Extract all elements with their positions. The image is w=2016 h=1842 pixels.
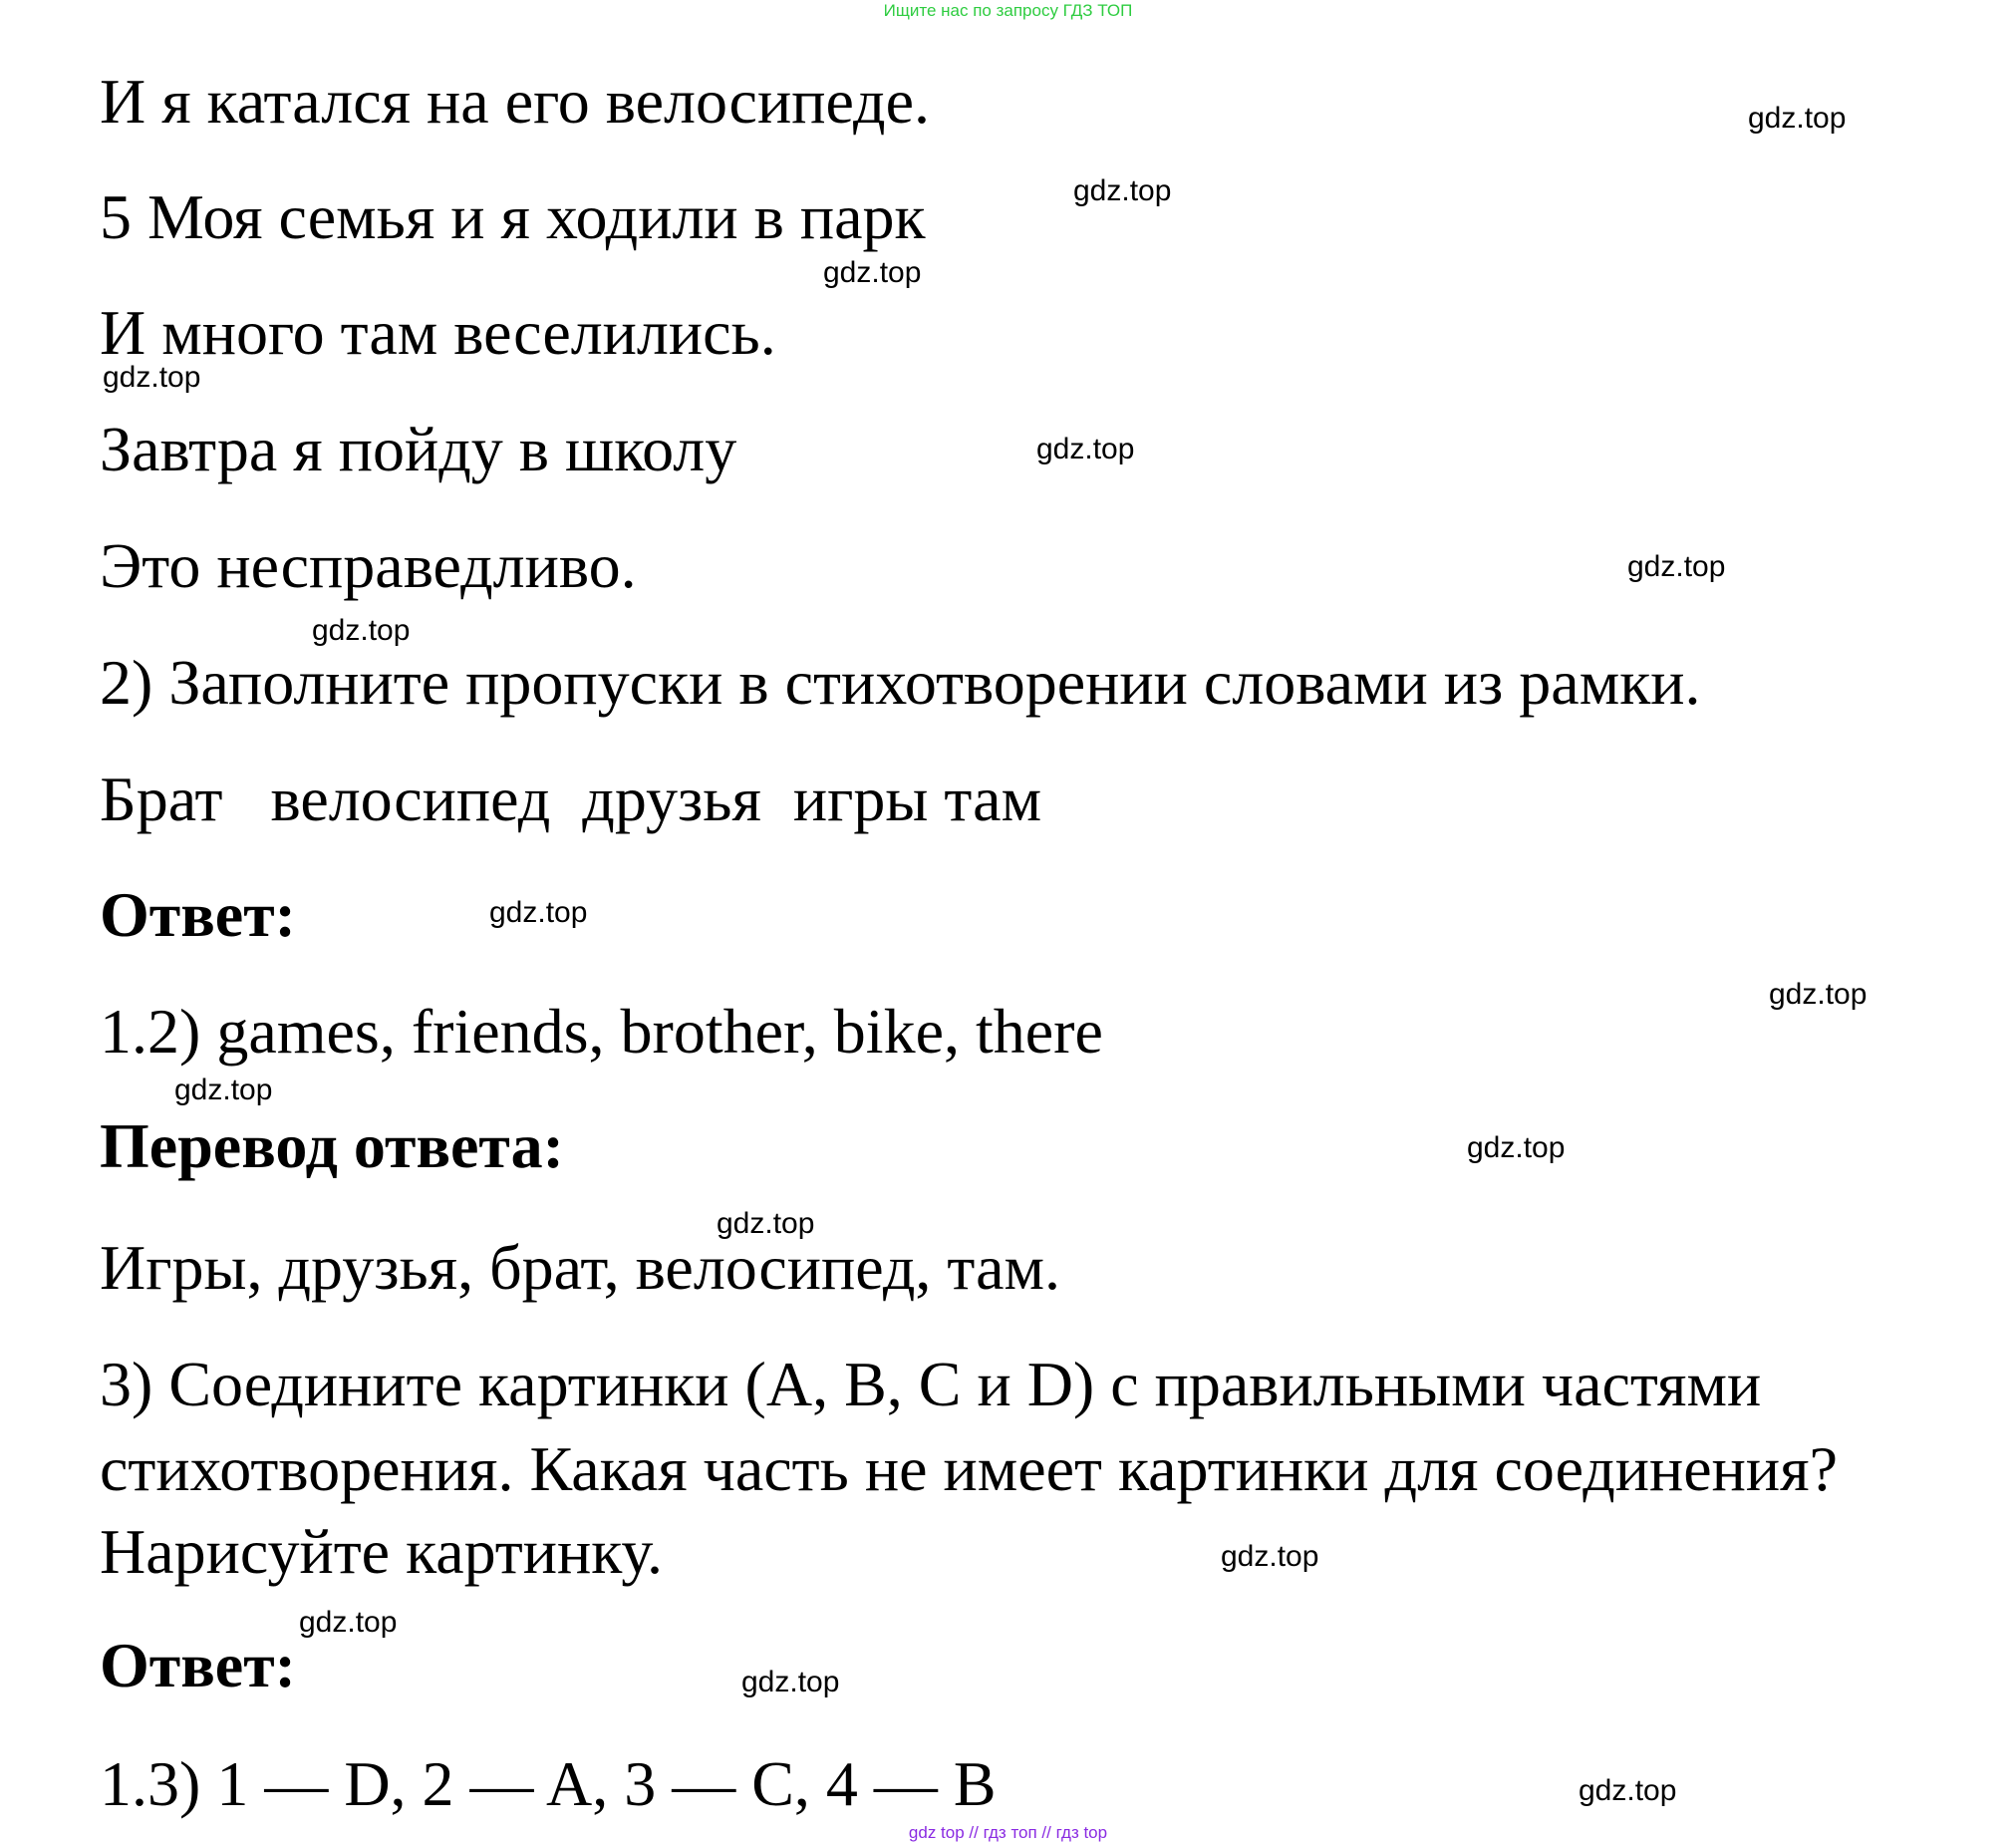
text-line: И я катался на его велосипеде. (100, 66, 930, 137)
watermark: gdz.top (1036, 433, 1135, 465)
watermark: gdz.top (1769, 978, 1868, 1011)
watermark: gdz.top (1627, 550, 1726, 583)
watermark: gdz.top (174, 1074, 273, 1106)
watermark: gdz.top (489, 896, 588, 929)
watermark: gdz.top (103, 361, 201, 394)
watermark: gdz.top (717, 1207, 815, 1240)
translation-text: Игры, друзья, брат, велосипед, там. (100, 1232, 1061, 1303)
task-3-heading-line-1: 3) Соедините картинки (A, B, C и D) с правильными частями (100, 1349, 1762, 1419)
answer-text: 1.2) games, friends, brother, bike, there (100, 996, 1103, 1067)
text-line: И много там веселились. (100, 297, 776, 368)
footer-watermark: gdz top // гдз топ // гдз top (908, 1823, 1108, 1842)
watermark: gdz.top (1467, 1131, 1566, 1164)
answer-heading: Ответ: (100, 879, 296, 950)
task-2-heading: 2) Заполните пропуски в стихотворении словами из рамки. (100, 647, 1701, 718)
text-line: Это несправедливо. (100, 530, 637, 601)
word-box: Брат велосипед друзья игры там (100, 764, 1042, 834)
watermark: gdz.top (1073, 174, 1172, 207)
translation-heading: Перевод ответа: (100, 1110, 564, 1181)
task-3-heading-line-2: стихотворения. Какая часть не имеет картинки для соединения? (100, 1433, 1838, 1504)
text-line: 5 Моя семья и я ходили в парк (100, 181, 926, 252)
watermark: gdz.top (741, 1666, 840, 1698)
watermark: gdz.top (299, 1606, 398, 1639)
site-search-hint: Ищите нас по запросу ГДЗ ТОП (883, 1, 1133, 20)
watermark: gdz.top (1748, 102, 1847, 135)
answer-heading: Ответ: (100, 1630, 296, 1700)
answer-text: 1.3) 1 — D, 2 — A, 3 — C, 4 — B (100, 1748, 997, 1819)
task-3-heading-line-3: Нарисуйте картинку. (100, 1516, 663, 1587)
watermark: gdz.top (823, 256, 922, 289)
watermark: gdz.top (312, 614, 411, 647)
watermark: gdz.top (1221, 1540, 1319, 1573)
watermark: gdz.top (1579, 1774, 1677, 1807)
text-line: Завтра я пойду в школу (100, 414, 737, 484)
